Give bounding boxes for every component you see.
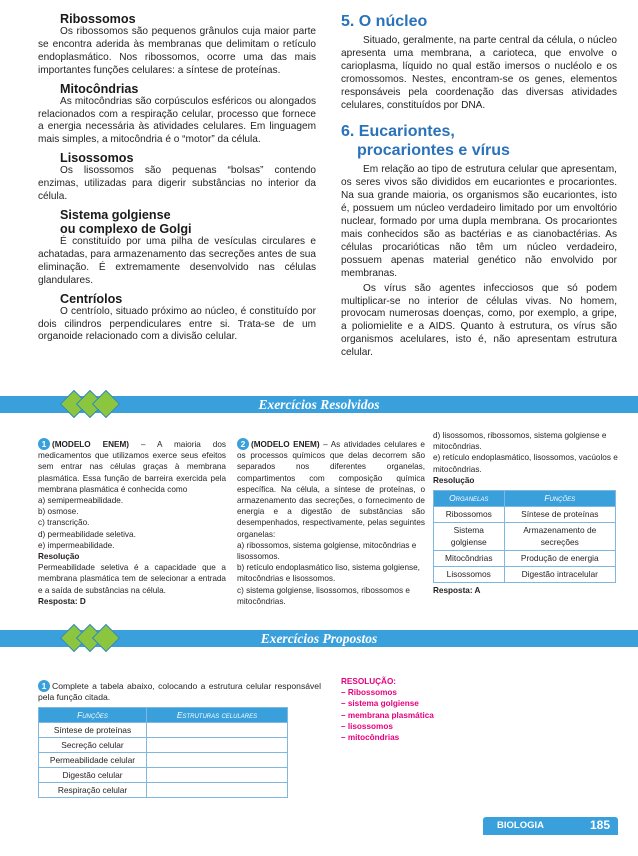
option-a: a) semipermeabilidade. bbox=[38, 496, 124, 506]
answer-cell[interactable] bbox=[147, 753, 288, 768]
answer: Resposta: D bbox=[38, 596, 86, 606]
answer-cell[interactable] bbox=[147, 723, 288, 738]
table-cell: Produção de energia bbox=[504, 550, 615, 566]
answer-cell[interactable] bbox=[147, 738, 288, 753]
section-title-eucariontes-1: 6. Eucariontes, bbox=[341, 123, 455, 141]
paragraph-eucariontes: Em relação ao tipo de estrutura celular que apresentam, os seres vivos são divididos em eucariontes e procariontes. Na sua grande maioria, os organismos são eucariontes, isto é, possuem um núcleo verdadeiro limitado por um envoltório nuclear, formado por uma dupla membrana. Os procariontes mais conhecidos são as bactérias e as cianobactérias. As células procarióticas não têm um núcleo verdadeiro, possuem apenas material genético não envolvido por membranas. bbox=[341, 164, 617, 279]
resolution-label: Resolução bbox=[433, 475, 475, 485]
section-title-ribossomos: Ribossomos bbox=[60, 12, 136, 26]
section-title-eucariontes-2: procariontes e vírus bbox=[357, 142, 510, 160]
paragraph-nucleo: Situado, geralmente, na parte central da célula, o núcleo apresenta uma membrana, a carioteca, que envolve o carioplasma, líquido no qual estão imersos o nucléolo e os cromossomos. Nestes, encontram-se os genes, elementos responsáveis pela coordenação das diversas atividades celulares, constituídos por DNA. bbox=[341, 35, 617, 111]
resolution-item: – mitocôndrias bbox=[341, 733, 400, 743]
paragraph-virus: Os vírus são agentes infecciosos que só podem multiplicar-se no interior de células vivas. No homem, provocam numerosas doenças, como, por exemplo, a gripe, a poliomielite e a AIDS. Quanto à estrutura, os vírus são organismos acelulares, isto é, não apresentam estrutura celular. bbox=[341, 282, 617, 359]
table-cell: Digestão intracelular bbox=[504, 567, 615, 583]
answer-cell[interactable] bbox=[147, 768, 288, 783]
question-number: 1 bbox=[38, 680, 50, 692]
table-cell: Sistema golgiense bbox=[434, 523, 505, 550]
table-header: Estruturas celulares bbox=[147, 708, 288, 723]
resolvidos-title: Exercícios Resolvidos bbox=[258, 397, 380, 412]
section-title-centriolos: Centríolos bbox=[60, 291, 123, 306]
answer: Resposta: A bbox=[433, 586, 481, 596]
proposto-resolution bbox=[341, 676, 501, 743]
option-d: d) permeabilidade seletiva. bbox=[38, 529, 136, 539]
footer-tab bbox=[483, 817, 618, 835]
resolvido-q1 bbox=[38, 438, 226, 607]
table-row bbox=[434, 550, 616, 566]
table-cell: Respiração celular bbox=[39, 783, 147, 798]
paragraph-golgi: É constituído por uma pilha de vesículas circulares e achatadas, para armazenamento das secreções antes de sua eliminação. É extremamente desenvolvido nas células glandulares. bbox=[38, 235, 316, 286]
section-title-lisossomos: Lisossomos bbox=[60, 151, 134, 166]
question-number: 1 bbox=[38, 438, 50, 450]
option-a: a) ribossomos, sistema golgiense, mitocôndrias e lisossomos. bbox=[237, 540, 417, 562]
resolution-item: – membrana plasmática bbox=[341, 710, 434, 720]
section-title-nucleo: 5. O núcleo bbox=[341, 13, 428, 30]
resolution-item: – sistema golgiense bbox=[341, 699, 419, 709]
section-title-mitocondrias: Mitocôndrias bbox=[60, 81, 139, 96]
left-column bbox=[38, 12, 316, 344]
right-column bbox=[341, 12, 617, 360]
answer-cell[interactable] bbox=[147, 783, 288, 798]
table-row bbox=[39, 738, 288, 753]
table-header: Organelas bbox=[434, 491, 505, 507]
question-text: – As atividades celulares e os processos químicos que delas decorrem são separados nos diferentes organelas, compartimentos com composição química específica. Na célula, a síntese de proteínas, o armazenamento das secreções, o fornecimento de energia e a digestão de substâncias são desempenhados, respectivamente, pelas seguintes organelas: bbox=[237, 440, 425, 539]
table-cell: Permeabilidade celular bbox=[39, 753, 147, 768]
option-d: d) lisossomos, ribossomos, sistema golgiense e mitocôndrias. bbox=[433, 431, 607, 452]
table-row bbox=[434, 507, 616, 523]
section-title-golgi-1: Sistema golgiense bbox=[60, 207, 171, 222]
question-text: – A maioria dos medicamentos que utilizamos exerce seus efeitos sem entrar nas células graças à membrana plasmática. Essa função de barreira exercida pela membrana plasmática é conhecida como bbox=[38, 440, 226, 494]
resolution-label: RESOLUÇÃO: bbox=[341, 677, 397, 686]
table-cell: Digestão celular bbox=[39, 768, 147, 783]
option-c: c) sistema golgiense, lisossomos, ribossomos e mitocôndrias. bbox=[237, 585, 410, 606]
table-row bbox=[39, 783, 288, 798]
paragraph-lisossomos: Os lisossomos são pequenas “bolsas” contendo enzimas, utilizadas para digerir substâncias no interior da célula. bbox=[38, 165, 316, 203]
resolvido-q2-continued bbox=[433, 430, 619, 596]
question-text: Complete a tabela abaixo, colocando a estrutura celular responsável pela função citada. bbox=[38, 681, 321, 703]
option-e: e) retículo endoplasmático, lisossomos, vacúolos e mitocôndrias. bbox=[433, 453, 618, 474]
resolvidos-bar bbox=[0, 396, 638, 413]
table-cell: Armazenamento de secreções bbox=[504, 523, 615, 550]
option-b: b) retículo endoplasmático liso, sistema golgiense, mitocôndrias e lisossomos. bbox=[237, 563, 420, 584]
table-cell: Síntese de proteínas bbox=[504, 507, 615, 523]
paragraph-mitocondrias: As mitocôndrias são corpúsculos esféricos ou alongados relacionados com a respiração celular, processo que fornece a energia necessária às atividades celulares. Em linguagem mais simples, a mitocôndria é o “motor” da célula. bbox=[38, 95, 316, 146]
propostos-bar bbox=[0, 630, 638, 647]
table-cell: Ribossomos bbox=[434, 507, 505, 523]
table-header: Funções bbox=[39, 708, 147, 723]
question-header: (MODELO ENEM) bbox=[52, 440, 129, 449]
page-number: 185 bbox=[589, 818, 610, 832]
table-row bbox=[39, 753, 288, 768]
table-header: Funções bbox=[504, 491, 615, 507]
table-cell: Mitocôndrias bbox=[434, 550, 505, 566]
question-header: (MODELO ENEM) bbox=[251, 440, 320, 449]
section-title-golgi-2: ou complexo de Golgi bbox=[60, 221, 192, 236]
resolution-text: Permeabilidade seletiva é a capacidade que a membrana plasmática tem de selecionar a entrada e a saída de substâncias na célula. bbox=[38, 563, 226, 595]
table-row bbox=[434, 523, 616, 550]
resolvido-q2 bbox=[237, 438, 425, 607]
propostos-title: Exercícios Propostos bbox=[260, 631, 378, 646]
subject-label: BIOLOGIA bbox=[497, 820, 544, 831]
functions-table bbox=[38, 707, 288, 798]
paragraph-ribossomos: Os ribossomos são pequenos grânulos cuja maior parte se encontra aderida às membranas que delimitam o retículo endoplasmático. Nos ribossomos, ocorre uma das mais importantes funções celulares: a síntese de proteínas. bbox=[38, 26, 316, 76]
resolution-item: – lisossomos bbox=[341, 721, 393, 731]
organelas-table bbox=[433, 490, 616, 583]
question-number: 2 bbox=[237, 438, 249, 450]
proposto-q1 bbox=[38, 680, 321, 798]
option-c: c) transcrição. bbox=[38, 518, 90, 528]
table-row bbox=[39, 723, 288, 738]
table-row bbox=[39, 768, 288, 783]
option-e: e) impermeabilidade. bbox=[38, 540, 115, 550]
table-cell: Síntese de proteínas bbox=[39, 723, 147, 738]
table-cell: Secreção celular bbox=[39, 738, 147, 753]
option-b: b) osmose. bbox=[38, 507, 79, 517]
resolution-item: – Ribossomos bbox=[341, 688, 397, 698]
table-cell: Lisossomos bbox=[434, 567, 505, 583]
paragraph-centriolos: O centríolo, situado próximo ao núcleo, é constituído por dois cilindros perpendiculares entre si. Trata-se de um organoide relacionado com a divisão celular. bbox=[38, 305, 316, 343]
resolution-label: Resolução bbox=[38, 552, 80, 562]
table-row bbox=[434, 567, 616, 583]
